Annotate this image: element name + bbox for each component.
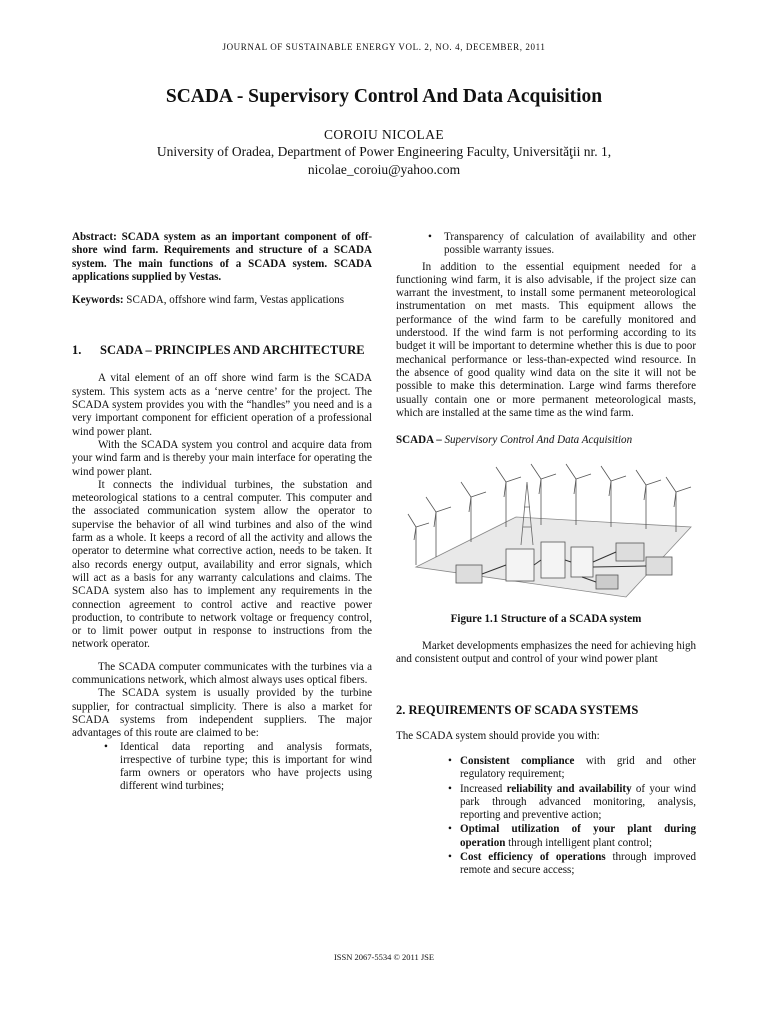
advantages-list-continued bbox=[396, 231, 696, 258]
list-item bbox=[396, 755, 696, 782]
page-footer: ISSN 2067-5534 © 2011 JSE bbox=[333, 952, 435, 962]
author-email: nicolae_coroiu@yahoo.com bbox=[307, 162, 461, 177]
keywords bbox=[72, 294, 372, 307]
list-item-text: Identical data reporting and analysis formats, irrespective of turbine type; this is important for wind farm owners or operators who have projects using different wind turbines; bbox=[120, 740, 372, 793]
paragraph: With the SCADA system you control and acquire data from your wind farm and is thereby your main interface for operating the wind power plant. bbox=[72, 438, 372, 478]
paragraph: Market developments emphasizes the need for achieving high and consistent output and control of your wind power plant bbox=[396, 640, 696, 666]
bullet-icon: • bbox=[104, 740, 108, 753]
req-bold: Cost efficiency of operations bbox=[460, 851, 606, 864]
req-bold: reliability and availability bbox=[506, 782, 632, 795]
req-bold: Consistent compliance bbox=[460, 754, 575, 767]
paragraph: In addition to the essential equipment needed for a functioning wind farm, it is also advisable, if the project size can warrant the investment, to install some permanent meteorological instrumentation on met masts. This equipment allows the performance of the wind farm to be carefully monitored and understood. If the wind farm is not performing according to its budget it will be important to determine whether this is due to poor mechanical performance or less-than-expected wind resource. In the absence of good quality wind data on the site it will not be possible to make this determination. Large wind farms therefore usually contain one or more permanent meteorological masts, which are installed at the same time as the wind farm. bbox=[396, 260, 696, 419]
req-text: with grid and other regulatory requirement; bbox=[460, 754, 696, 781]
author-name: COROIU NICOLAE bbox=[324, 127, 444, 142]
req-text: through improved remote and secure access; bbox=[460, 851, 696, 877]
abstract: Abstract: SCADA system as an important component of off-shore wind farm. Requirements and structure of a SCADA system. The main functions of a SCADA system. SCADA applications supplied by Vestas. bbox=[72, 231, 372, 283]
keywords-text: SCADA, offshore wind farm, Vestas applications bbox=[123, 294, 345, 307]
figure-label bbox=[396, 434, 696, 447]
running-head: JOURNAL OF SUSTAINABLE ENERGY VOL. 2, NO. 4, DECEMBER, 2011 bbox=[222, 42, 546, 52]
bullet-icon: • bbox=[448, 782, 452, 795]
left-column bbox=[72, 231, 372, 794]
section-1-heading bbox=[72, 343, 372, 358]
list-item bbox=[396, 851, 696, 878]
list-item bbox=[396, 231, 696, 258]
figure-caption: Figure 1.1 Structure of a SCADA system bbox=[450, 612, 642, 625]
paragraph: The SCADA computer communicates with the turbines via a communications network, which almost always uses optical fibers. bbox=[72, 660, 372, 687]
bullet-icon: • bbox=[448, 823, 452, 836]
section-2-heading: 2. REQUIREMENTS OF SCADA SYSTEMS bbox=[396, 702, 639, 717]
req-text: of your wind park through advanced monitoring, analysis, reporting and preventive action; bbox=[460, 782, 696, 822]
list-item bbox=[396, 823, 696, 850]
list-item-text: Transparency of calculation of availability and other possible warranty issues. bbox=[444, 231, 696, 257]
list-item bbox=[72, 741, 372, 794]
bullet-icon: • bbox=[448, 851, 452, 864]
paragraph: The SCADA system should provide you with: bbox=[396, 729, 600, 742]
right-column bbox=[396, 231, 696, 879]
requirements-list bbox=[396, 755, 696, 878]
paragraph: It connects the individual turbines, the substation and meteorological stations to a central computer. This computer and the associated communication system allow the operator to supervise the behavior of all wind turbines and also of the wind farm as a whole. It keeps a record of all the activity and allows the operator to determine what corrective action, needs to be taken. It also records energy output, availability and error signals, which will act as a basis for any warranty calculations and claims. The SCADA system also has to implement any requirements in the connection agreement to control active and reactive power production, to contribute to network voltage or frequency control, or to limit power output in response to instructions from the network operator. bbox=[72, 478, 372, 651]
figure-label-bold: SCADA – bbox=[396, 434, 442, 447]
bullet-icon: • bbox=[448, 754, 452, 767]
req-bold: Optimal utilization of your plant during operation bbox=[460, 823, 696, 849]
bullet-icon: • bbox=[428, 231, 432, 243]
advantages-list bbox=[72, 741, 372, 794]
scada-structure-figure bbox=[396, 457, 696, 602]
figure-label-italic: Supervisory Control And Data Acquisition bbox=[441, 434, 633, 447]
paragraph: The SCADA system is usually provided by the turbine supplier, for contractual simplicity. There is also a market for SCADA systems from independent suppliers. The major advantages of this route are claimed to be: bbox=[72, 687, 372, 740]
req-pre: Increased bbox=[460, 782, 507, 795]
keywords-label: Keywords: bbox=[72, 294, 124, 307]
req-text: through intelligent plant control; bbox=[505, 836, 653, 849]
list-item bbox=[396, 783, 696, 823]
paper-title: SCADA - Supervisory Control And Data Acquisition bbox=[165, 86, 603, 107]
paragraph: A vital element of an off shore wind farm is the SCADA system. This system acts as a ‘nerve centre’ for the project. The SCADA system provides you with the “handles” you need and is a very important component for efficient operation of a professional wind power plant. bbox=[72, 372, 372, 438]
section-1-number: 1. bbox=[72, 343, 82, 358]
section-1-title: SCADA – PRINCIPLES AND ARCHITECTURE bbox=[100, 343, 365, 358]
author-affiliation: University of Oradea, Department of Power Engineering Faculty, Universităţii nr. 1, bbox=[156, 144, 612, 159]
